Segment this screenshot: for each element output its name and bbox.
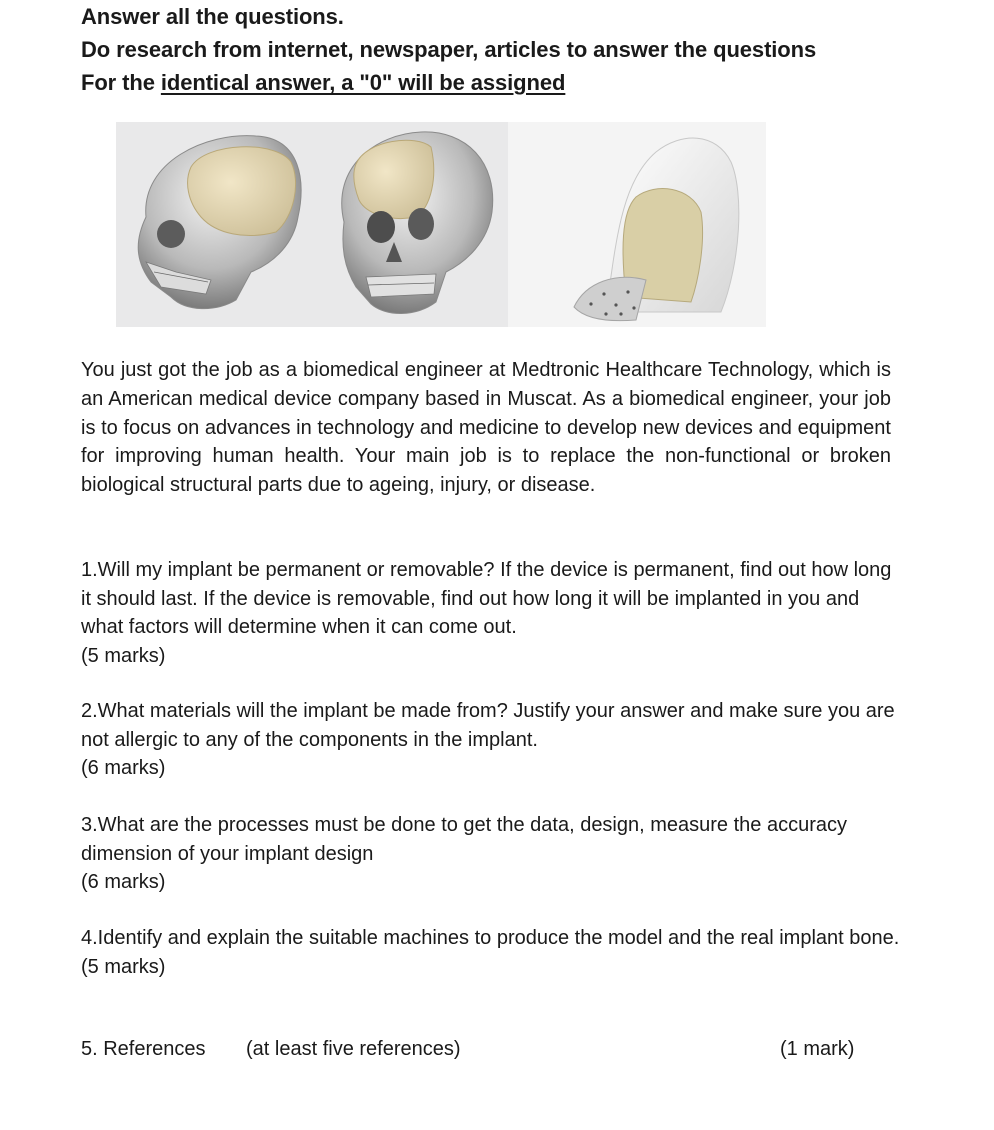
question-2-text: 2.What materials will the implant be made from? Justify your answer and make sure you are not allergic to any of the components in the implant. xyxy=(81,700,895,751)
skull-right xyxy=(342,132,493,314)
question-5-references xyxy=(81,1038,881,1066)
instruction-line-2: Do research from internet, newspaper, articles to answer the questions xyxy=(81,37,817,62)
question-3 xyxy=(81,811,901,897)
skull-left xyxy=(138,136,301,309)
implant-model xyxy=(574,138,739,321)
identical-answer-warning: identical answer, a "0" will be assigned xyxy=(160,70,566,95)
instruction-line-3-prefix: For the xyxy=(81,70,161,95)
scenario-paragraph: You just got the job as a biomedical engineer at Medtronic Healthcare Technology, which is an American medical device company based in Muscat. As a biomedical engineer, your job is to focus on advances in technology and medicine to develop new devices and equipment for improving human health. Your main job is to replace the non-functional or broken biological structural parts due to ageing, injury, or disease. xyxy=(81,359,891,497)
instructions-header xyxy=(81,0,921,99)
references-label: 5. References xyxy=(81,1038,206,1060)
question-3-marks: (6 marks) xyxy=(81,871,166,893)
question-4 xyxy=(81,924,901,981)
question-1-text: 1.Will my implant be permanent or removable? If the device is permanent, find out how long it should last. If the device is removable, find out how long it will be implanted in you and what factors will determine when it can come out. xyxy=(81,559,892,638)
skull-implant-figure xyxy=(116,122,766,327)
question-3-text: 3.What are the processes must be done to get the data, design, measure the accuracy dimension of your implant design xyxy=(81,814,847,865)
references-note: (at least five references) xyxy=(246,1038,461,1060)
question-2-marks: (6 marks) xyxy=(81,757,166,779)
figure-illustration xyxy=(116,122,766,327)
question-1-marks: (5 marks) xyxy=(81,644,166,667)
question-4-text: 4.Identify and explain the suitable machines to produce the model and the real implant bone. xyxy=(81,927,900,949)
question-4-marks: (5 marks) xyxy=(81,955,166,978)
references-marks: (1 mark) xyxy=(780,1038,855,1060)
instruction-line-1: Answer all the questions. xyxy=(81,4,344,29)
question-1 xyxy=(81,556,901,670)
question-2 xyxy=(81,697,901,783)
instruction-line-3 xyxy=(81,66,921,99)
